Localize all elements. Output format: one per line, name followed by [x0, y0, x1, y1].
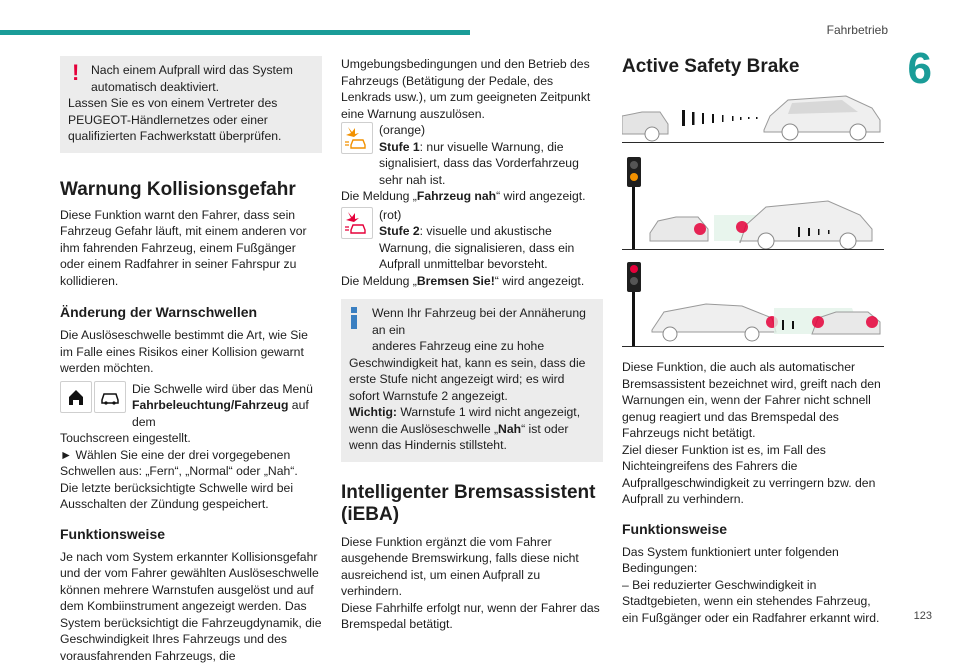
- heading-active-safety-brake: Active Safety Brake: [622, 56, 884, 78]
- paragraph: Je nach vom System erkannter Kollisionsgefahr und der vom Fahrer gewählten Auslöseschwelle können mehrere Warnstufen ausgelöst und auf dem Kombiinstrument angezeigt werden. Das System berücksichtigt die Fahrzeugdynamik, die Geschwindigkeit Ihres Fahrzeugs und des vorausfahrenden Fahrzeugs, die: [60, 549, 322, 664]
- heading-collision-warning: Warnung Kollisionsgefahr: [60, 179, 322, 201]
- heading-function: Funktionsweise: [60, 525, 322, 543]
- header-accent-bar: [0, 30, 470, 35]
- stage1-message: [341, 188, 603, 205]
- column-3: [622, 56, 884, 626]
- chapter-number: 6: [908, 44, 932, 94]
- info-box: [341, 299, 603, 462]
- stage2-text: : visuelle und akustische Warnung, die signalisieren, dass ein Aufprall unmittelbar bevorsteht.: [379, 224, 574, 271]
- message-text: Die Meldung „: [341, 274, 417, 288]
- warning-box: [60, 56, 322, 153]
- note-value: Nah: [498, 422, 521, 436]
- info-text: Geschwindigkeit hat, kann es sein, dass die erste Stufe nicht angezeigt wird; es wird sofort Warnstufe 2 angezeigt.: [349, 355, 595, 405]
- warning-line: Nach einem Aufprall wird das System: [68, 62, 314, 79]
- message-value: Fahrzeug nah: [417, 189, 496, 203]
- paragraph: Die letzte berücksichtigte Schwelle wird bei Ausschalten der Zündung gespeichert.: [60, 480, 322, 513]
- illustration-stage2: [622, 260, 884, 347]
- menu-path: Fahrbeleuchtung/Fahrzeug: [132, 398, 288, 412]
- instruction-step: ► Wählen Sie eine der drei vorgegebenen Schwellen aus: „Fern“, „Normal“ oder „Nah“.: [60, 447, 322, 480]
- stage2-block: [341, 207, 603, 273]
- menu-text: Die Schwelle wird über das Menü: [132, 382, 313, 396]
- info-icon: [351, 307, 357, 329]
- warning-text: Lassen Sie es von einem Vertreter des PEUGEOT-Händlernetzes oder einer qualifizierten Fachwerkstatt überprüfen.: [68, 95, 314, 145]
- stage1-color: (orange): [379, 123, 425, 137]
- paragraph: Ziel dieser Funktion ist es, im Fall des Nichteingreifens des Fahrers die Aufprallgeschwindigkeit zu verringern bzw. den Aufprall zu verhindern.: [622, 442, 884, 508]
- warning-line: automatisch deaktiviert.: [68, 79, 314, 96]
- message-text: Die Meldung „: [341, 189, 417, 203]
- info-note: [349, 404, 595, 454]
- stage2-label: Stufe 2: [379, 224, 420, 238]
- info-line: anderes Fahrzeug eine zu hohe: [349, 338, 595, 355]
- section-title: Fahrbetrieb: [827, 23, 888, 37]
- stage1-text: : nur visuelle Warnung, die signalisiert, dass das Vorderfahrzeug sehr nah ist.: [379, 140, 579, 187]
- message-text: “ wird angezeigt.: [495, 274, 584, 288]
- paragraph: Touchscreen eingestellt.: [60, 430, 322, 447]
- collision-warning-orange-icon: [341, 122, 373, 154]
- message-value: Bremsen Sie!: [417, 274, 495, 288]
- stage1-label: Stufe 1: [379, 140, 420, 154]
- condition-item: – Bei reduzierter Geschwindigkeit in Stadtgebieten, wenn ein stehendes Fahrzeug, ein Fußgänger oder ein Radfahrer erkannt wird.: [622, 577, 884, 627]
- heading-ieba: Intelligenter Bremsassistent (iEBA): [341, 482, 603, 526]
- paragraph: Diese Fahrhilfe erfolgt nur, wenn der Fahrer das Bremspedal betätigt.: [341, 600, 603, 633]
- paragraph: Das System funktioniert unter folgenden Bedingungen:: [622, 544, 884, 577]
- heading-thresholds: Änderung der Warnschwellen: [60, 303, 322, 321]
- page-number: 123: [914, 610, 932, 622]
- note-label: Wichtig:: [349, 405, 397, 419]
- column-1: [60, 56, 322, 664]
- stage2-message: [341, 273, 603, 290]
- car-icon: [94, 381, 126, 413]
- paragraph: Umgebungsbedingungen und den Betrieb des Fahrzeugs (Betätigung der Pedale, des Lenkrads usw.), um zum geeigneten Zeitpunkt eine Warnung auszulösen.: [341, 56, 603, 122]
- illustration-distance: [622, 86, 884, 143]
- collision-warning-red-icon: [341, 207, 373, 239]
- illustration-stage1: [622, 153, 884, 250]
- paragraph: Die Auslöseschwelle bestimmt die Art, wie Sie im Falle eines Risikos einer Kollision gewarnt werden möchten.: [60, 327, 322, 377]
- info-line: Wenn Ihr Fahrzeug bei der Annäherung an ein: [349, 305, 595, 338]
- note-text: “ ist oder wenn das Hindernis stillsteht.: [349, 422, 569, 453]
- column-2: [341, 56, 603, 633]
- heading-function: Funktionsweise: [622, 520, 884, 538]
- exclamation-icon: !: [72, 62, 79, 84]
- stage1-block: [341, 122, 603, 188]
- paragraph: Diese Funktion ergänzt die vom Fahrer ausgehende Bremswirkung, falls diese nicht ausreichend ist, um einen Aufprall zu verhindern.: [341, 534, 603, 600]
- stage2-color: (rot): [379, 208, 401, 222]
- note-text: Warnstufe 1 wird nicht angezeigt, wenn die Auslöseschwelle „: [349, 405, 580, 436]
- paragraph: Diese Funktion, die auch als automatischer Bremsassistent bezeichnet wird, greift nach den Warnungen ein, wenn der Fahrer nicht schnell genug reagiert und das Bremspedal des Fahrzeugs nicht betätigt.: [622, 359, 884, 442]
- paragraph: Diese Funktion warnt den Fahrer, dass sein Fahrzeug Gefahr läuft, mit einem anderen vor ihm fahrenden Fahrzeug, einem Fußgänger oder einem Radfahrer in seiner Fahrspur zu kollidieren.: [60, 207, 322, 290]
- menu-instruction: [60, 381, 322, 431]
- message-text: “ wird angezeigt.: [496, 189, 585, 203]
- home-icon: [60, 381, 92, 413]
- menu-text: auf dem: [132, 398, 309, 429]
